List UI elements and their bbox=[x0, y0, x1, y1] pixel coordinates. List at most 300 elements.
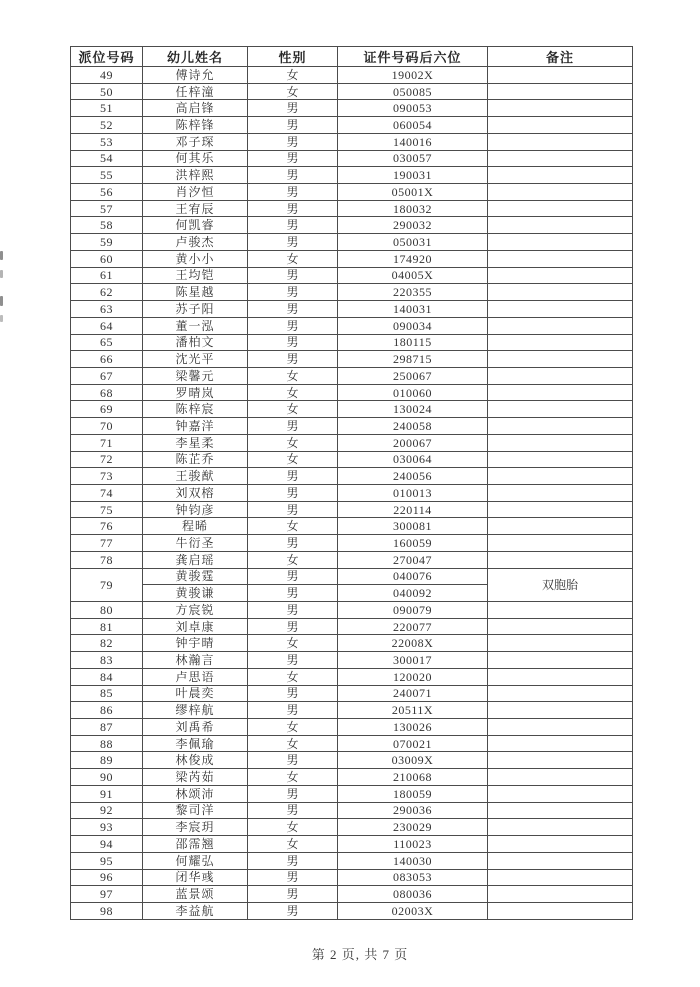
cell-id-last-six: 180032 bbox=[338, 200, 488, 217]
cell-allocation-number: 55 bbox=[71, 167, 143, 184]
cell-allocation-number: 59 bbox=[71, 234, 143, 251]
cell-child-name: 陈梓锋 bbox=[143, 117, 248, 134]
cell-gender: 男 bbox=[248, 484, 338, 501]
cell-allocation-number: 66 bbox=[71, 351, 143, 368]
cell-child-name: 钟宇晴 bbox=[143, 635, 248, 652]
cell-remark bbox=[488, 668, 633, 685]
cell-remark bbox=[488, 384, 633, 401]
cell-remark bbox=[488, 819, 633, 836]
cell-remark bbox=[488, 635, 633, 652]
cell-child-name: 林俊成 bbox=[143, 752, 248, 769]
table-row bbox=[71, 886, 633, 903]
cell-child-name: 梁芮茹 bbox=[143, 769, 248, 786]
cell-allocation-number: 82 bbox=[71, 635, 143, 652]
cell-remark bbox=[488, 367, 633, 384]
cell-id-last-six: 190031 bbox=[338, 167, 488, 184]
cell-remark bbox=[488, 150, 633, 167]
cell-gender: 男 bbox=[248, 100, 338, 117]
cell-child-name: 林颂沛 bbox=[143, 785, 248, 802]
cell-child-name: 缪梓航 bbox=[143, 702, 248, 719]
cell-gender: 男 bbox=[248, 602, 338, 619]
cell-allocation-number: 73 bbox=[71, 468, 143, 485]
table-row bbox=[71, 468, 633, 485]
cell-allocation-number: 79 bbox=[71, 568, 143, 601]
scan-artifact bbox=[0, 315, 3, 322]
cell-id-last-six: 240071 bbox=[338, 685, 488, 702]
table-row bbox=[71, 902, 633, 919]
cell-gender: 男 bbox=[248, 585, 338, 602]
cell-gender: 男 bbox=[248, 618, 338, 635]
cell-allocation-number: 97 bbox=[71, 886, 143, 903]
cell-child-name: 高启锋 bbox=[143, 100, 248, 117]
cell-gender: 男 bbox=[248, 150, 338, 167]
cell-remark bbox=[488, 518, 633, 535]
cell-gender: 男 bbox=[248, 267, 338, 284]
cell-gender: 男 bbox=[248, 184, 338, 201]
table-row bbox=[71, 668, 633, 685]
cell-remark bbox=[488, 167, 633, 184]
cell-allocation-number: 54 bbox=[71, 150, 143, 167]
cell-id-last-six: 140031 bbox=[338, 301, 488, 318]
cell-id-last-six: 070021 bbox=[338, 735, 488, 752]
cell-remark bbox=[488, 802, 633, 819]
cell-allocation-number: 88 bbox=[71, 735, 143, 752]
cell-allocation-number: 91 bbox=[71, 785, 143, 802]
cell-allocation-number: 76 bbox=[71, 518, 143, 535]
cell-child-name: 李佩瑜 bbox=[143, 735, 248, 752]
cell-id-last-six: 250067 bbox=[338, 367, 488, 384]
cell-gender: 男 bbox=[248, 284, 338, 301]
cell-id-last-six: 030057 bbox=[338, 150, 488, 167]
cell-remark bbox=[488, 401, 633, 418]
cell-allocation-number: 58 bbox=[71, 217, 143, 234]
table-row bbox=[71, 735, 633, 752]
cell-remark bbox=[488, 652, 633, 669]
table-row bbox=[71, 167, 633, 184]
cell-gender: 男 bbox=[248, 886, 338, 903]
cell-allocation-number: 92 bbox=[71, 802, 143, 819]
cell-allocation-number: 52 bbox=[71, 117, 143, 134]
table-row bbox=[71, 769, 633, 786]
cell-allocation-number: 65 bbox=[71, 334, 143, 351]
cell-child-name: 王骏猷 bbox=[143, 468, 248, 485]
cell-gender: 女 bbox=[248, 83, 338, 100]
cell-gender: 男 bbox=[248, 133, 338, 150]
cell-remark bbox=[488, 535, 633, 552]
cell-remark bbox=[488, 468, 633, 485]
cell-child-name: 沈光平 bbox=[143, 351, 248, 368]
cell-allocation-number: 85 bbox=[71, 685, 143, 702]
cell-gender: 女 bbox=[248, 401, 338, 418]
cell-remark bbox=[488, 852, 633, 869]
cell-child-name: 钟嘉洋 bbox=[143, 418, 248, 435]
cell-gender: 女 bbox=[248, 67, 338, 84]
cell-remark bbox=[488, 217, 633, 234]
cell-child-name: 肖汐恒 bbox=[143, 184, 248, 201]
table-row bbox=[71, 451, 633, 468]
table-row bbox=[71, 67, 633, 84]
cell-id-last-six: 130024 bbox=[338, 401, 488, 418]
table-row bbox=[71, 752, 633, 769]
cell-remark bbox=[488, 301, 633, 318]
allocation-roster-table bbox=[70, 46, 633, 920]
scan-artifact bbox=[0, 270, 3, 278]
cell-allocation-number: 68 bbox=[71, 384, 143, 401]
cell-child-name: 刘禹希 bbox=[143, 719, 248, 736]
cell-id-last-six: 090053 bbox=[338, 100, 488, 117]
cell-gender: 女 bbox=[248, 451, 338, 468]
cell-child-name: 叶晨奕 bbox=[143, 685, 248, 702]
cell-gender: 女 bbox=[248, 384, 338, 401]
cell-child-name: 刘双榕 bbox=[143, 484, 248, 501]
table-row bbox=[71, 852, 633, 869]
cell-remark bbox=[488, 184, 633, 201]
table-row bbox=[71, 133, 633, 150]
cell-id-last-six: 290036 bbox=[338, 802, 488, 819]
cell-remark bbox=[488, 334, 633, 351]
header-remark: 备注 bbox=[488, 47, 633, 67]
cell-allocation-number: 67 bbox=[71, 367, 143, 384]
table-row bbox=[71, 150, 633, 167]
cell-id-last-six: 230029 bbox=[338, 819, 488, 836]
cell-allocation-number: 74 bbox=[71, 484, 143, 501]
table-row bbox=[71, 317, 633, 334]
table-row bbox=[71, 836, 633, 853]
cell-remark bbox=[488, 719, 633, 736]
cell-remark bbox=[488, 618, 633, 635]
cell-child-name: 梁馨元 bbox=[143, 367, 248, 384]
cell-child-name: 黎司洋 bbox=[143, 802, 248, 819]
cell-gender: 男 bbox=[248, 869, 338, 886]
cell-child-name: 王均铠 bbox=[143, 267, 248, 284]
cell-id-last-six: 19002X bbox=[338, 67, 488, 84]
table-row bbox=[71, 284, 633, 301]
cell-remark bbox=[488, 83, 633, 100]
cell-remark bbox=[488, 484, 633, 501]
cell-id-last-six: 050031 bbox=[338, 234, 488, 251]
cell-id-last-six: 180059 bbox=[338, 785, 488, 802]
table-row bbox=[71, 418, 633, 435]
cell-id-last-six: 060054 bbox=[338, 117, 488, 134]
cell-id-last-six: 300081 bbox=[338, 518, 488, 535]
cell-child-name: 蓝景颂 bbox=[143, 886, 248, 903]
cell-child-name: 卢骏杰 bbox=[143, 234, 248, 251]
cell-id-last-six: 270047 bbox=[338, 551, 488, 568]
cell-allocation-number: 83 bbox=[71, 652, 143, 669]
table-row bbox=[71, 551, 633, 568]
cell-gender: 男 bbox=[248, 217, 338, 234]
table-row bbox=[71, 184, 633, 201]
table-row bbox=[71, 200, 633, 217]
cell-id-last-six: 220355 bbox=[338, 284, 488, 301]
cell-gender: 男 bbox=[248, 200, 338, 217]
cell-remark bbox=[488, 418, 633, 435]
cell-allocation-number: 89 bbox=[71, 752, 143, 769]
cell-child-name: 方宸锐 bbox=[143, 602, 248, 619]
cell-allocation-number: 95 bbox=[71, 852, 143, 869]
cell-gender: 男 bbox=[248, 568, 338, 585]
cell-id-last-six: 02003X bbox=[338, 902, 488, 919]
cell-child-name: 程晞 bbox=[143, 518, 248, 535]
cell-allocation-number: 62 bbox=[71, 284, 143, 301]
cell-gender: 男 bbox=[248, 685, 338, 702]
cell-id-last-six: 210068 bbox=[338, 769, 488, 786]
table-row bbox=[71, 234, 633, 251]
cell-allocation-number: 93 bbox=[71, 819, 143, 836]
cell-child-name: 李星柔 bbox=[143, 434, 248, 451]
cell-allocation-number: 72 bbox=[71, 451, 143, 468]
cell-child-name: 董一泓 bbox=[143, 317, 248, 334]
cell-child-name: 李益航 bbox=[143, 902, 248, 919]
cell-allocation-number: 60 bbox=[71, 250, 143, 267]
cell-gender: 男 bbox=[248, 752, 338, 769]
table-row bbox=[71, 301, 633, 318]
cell-gender: 男 bbox=[248, 301, 338, 318]
cell-id-last-six: 160059 bbox=[338, 535, 488, 552]
scan-artifact bbox=[0, 296, 3, 306]
table-row bbox=[71, 785, 633, 802]
cell-remark bbox=[488, 434, 633, 451]
cell-child-name: 罗晴岚 bbox=[143, 384, 248, 401]
table-row bbox=[71, 83, 633, 100]
cell-gender: 男 bbox=[248, 334, 338, 351]
cell-id-last-six: 220114 bbox=[338, 501, 488, 518]
cell-child-name: 邓子琛 bbox=[143, 133, 248, 150]
table-row bbox=[71, 334, 633, 351]
table-row bbox=[71, 217, 633, 234]
cell-remark bbox=[488, 886, 633, 903]
cell-id-last-six: 090034 bbox=[338, 317, 488, 334]
cell-id-last-six: 040092 bbox=[338, 585, 488, 602]
cell-gender: 男 bbox=[248, 501, 338, 518]
cell-gender: 男 bbox=[248, 468, 338, 485]
cell-remark bbox=[488, 501, 633, 518]
cell-allocation-number: 90 bbox=[71, 769, 143, 786]
table-row bbox=[71, 618, 633, 635]
cell-remark bbox=[488, 117, 633, 134]
cell-id-last-six: 180115 bbox=[338, 334, 488, 351]
cell-allocation-number: 70 bbox=[71, 418, 143, 435]
cell-child-name: 何凯睿 bbox=[143, 217, 248, 234]
table-row bbox=[71, 635, 633, 652]
table-row bbox=[71, 351, 633, 368]
table-body bbox=[71, 67, 633, 920]
cell-gender: 男 bbox=[248, 418, 338, 435]
table-row bbox=[71, 384, 633, 401]
page-number-footer: 第 2 页, 共 7 页 bbox=[311, 947, 409, 962]
cell-id-last-six: 200067 bbox=[338, 434, 488, 451]
cell-allocation-number: 57 bbox=[71, 200, 143, 217]
cell-id-last-six: 240056 bbox=[338, 468, 488, 485]
cell-gender: 男 bbox=[248, 234, 338, 251]
cell-id-last-six: 120020 bbox=[338, 668, 488, 685]
cell-remark bbox=[488, 785, 633, 802]
cell-id-last-six: 05001X bbox=[338, 184, 488, 201]
table-row bbox=[71, 819, 633, 836]
cell-allocation-number: 81 bbox=[71, 618, 143, 635]
cell-id-last-six: 080036 bbox=[338, 886, 488, 903]
cell-child-name: 傅诗允 bbox=[143, 67, 248, 84]
cell-id-last-six: 040076 bbox=[338, 568, 488, 585]
table-row bbox=[71, 100, 633, 117]
header-child-name: 幼儿姓名 bbox=[143, 47, 248, 67]
scan-artifact bbox=[0, 251, 3, 260]
cell-gender: 女 bbox=[248, 668, 338, 685]
cell-allocation-number: 87 bbox=[71, 719, 143, 736]
cell-child-name: 何耀弘 bbox=[143, 852, 248, 869]
cell-remark bbox=[488, 869, 633, 886]
cell-remark bbox=[488, 67, 633, 84]
cell-allocation-number: 56 bbox=[71, 184, 143, 201]
table-row bbox=[71, 250, 633, 267]
cell-allocation-number: 61 bbox=[71, 267, 143, 284]
cell-gender: 女 bbox=[248, 518, 338, 535]
cell-child-name: 陈梓宸 bbox=[143, 401, 248, 418]
cell-allocation-number: 98 bbox=[71, 902, 143, 919]
cell-remark bbox=[488, 902, 633, 919]
cell-child-name: 王宥辰 bbox=[143, 200, 248, 217]
cell-id-last-six: 04005X bbox=[338, 267, 488, 284]
header-allocation-number: 派位号码 bbox=[71, 47, 143, 67]
cell-allocation-number: 51 bbox=[71, 100, 143, 117]
table-row bbox=[71, 802, 633, 819]
cell-allocation-number: 50 bbox=[71, 83, 143, 100]
cell-id-last-six: 090079 bbox=[338, 602, 488, 619]
cell-id-last-six: 290032 bbox=[338, 217, 488, 234]
cell-id-last-six: 298715 bbox=[338, 351, 488, 368]
cell-id-last-six: 22008X bbox=[338, 635, 488, 652]
cell-allocation-number: 86 bbox=[71, 702, 143, 719]
cell-remark bbox=[488, 351, 633, 368]
cell-gender: 男 bbox=[248, 351, 338, 368]
cell-remark bbox=[488, 100, 633, 117]
cell-gender: 女 bbox=[248, 250, 338, 267]
table-row bbox=[71, 652, 633, 669]
cell-gender: 女 bbox=[248, 836, 338, 853]
cell-child-name: 黄骏霆 bbox=[143, 568, 248, 585]
cell-gender: 男 bbox=[248, 702, 338, 719]
cell-gender: 女 bbox=[248, 434, 338, 451]
cell-allocation-number: 71 bbox=[71, 434, 143, 451]
cell-id-last-six: 010013 bbox=[338, 484, 488, 501]
cell-child-name: 黄小小 bbox=[143, 250, 248, 267]
cell-allocation-number: 63 bbox=[71, 301, 143, 318]
header-gender: 性别 bbox=[248, 47, 338, 67]
cell-child-name: 何其乐 bbox=[143, 150, 248, 167]
table-row bbox=[71, 719, 633, 736]
cell-id-last-six: 140030 bbox=[338, 852, 488, 869]
cell-child-name: 闭华彧 bbox=[143, 869, 248, 886]
cell-allocation-number: 64 bbox=[71, 317, 143, 334]
cell-remark bbox=[488, 267, 633, 284]
cell-remark bbox=[488, 752, 633, 769]
cell-child-name: 黄骏谦 bbox=[143, 585, 248, 602]
cell-gender: 男 bbox=[248, 317, 338, 334]
cell-child-name: 牛衍圣 bbox=[143, 535, 248, 552]
cell-gender: 女 bbox=[248, 551, 338, 568]
cell-id-last-six: 130026 bbox=[338, 719, 488, 736]
table-row bbox=[71, 484, 633, 501]
table-row bbox=[71, 117, 633, 134]
cell-id-last-six: 030064 bbox=[338, 451, 488, 468]
cell-gender: 男 bbox=[248, 535, 338, 552]
cell-id-last-six: 300017 bbox=[338, 652, 488, 669]
cell-child-name: 邵霈翘 bbox=[143, 836, 248, 853]
cell-id-last-six: 174920 bbox=[338, 250, 488, 267]
cell-gender: 女 bbox=[248, 367, 338, 384]
cell-id-last-six: 110023 bbox=[338, 836, 488, 853]
cell-remark bbox=[488, 133, 633, 150]
cell-gender: 女 bbox=[248, 635, 338, 652]
table-row bbox=[71, 401, 633, 418]
table-row bbox=[71, 702, 633, 719]
cell-id-last-six: 010060 bbox=[338, 384, 488, 401]
cell-id-last-six: 140016 bbox=[338, 133, 488, 150]
cell-child-name: 李宸玥 bbox=[143, 819, 248, 836]
cell-gender: 男 bbox=[248, 167, 338, 184]
cell-gender: 女 bbox=[248, 719, 338, 736]
cell-allocation-number: 78 bbox=[71, 551, 143, 568]
cell-remark bbox=[488, 769, 633, 786]
cell-remark bbox=[488, 317, 633, 334]
table-row bbox=[71, 367, 633, 384]
table-row bbox=[71, 434, 633, 451]
cell-id-last-six: 220077 bbox=[338, 618, 488, 635]
cell-gender: 男 bbox=[248, 802, 338, 819]
cell-gender: 女 bbox=[248, 769, 338, 786]
cell-gender: 男 bbox=[248, 852, 338, 869]
cell-gender: 男 bbox=[248, 652, 338, 669]
cell-child-name: 卢思语 bbox=[143, 668, 248, 685]
cell-child-name: 洪梓熙 bbox=[143, 167, 248, 184]
table-row bbox=[71, 267, 633, 284]
cell-child-name: 刘卓康 bbox=[143, 618, 248, 635]
cell-gender: 男 bbox=[248, 117, 338, 134]
cell-allocation-number: 84 bbox=[71, 668, 143, 685]
table-row bbox=[71, 685, 633, 702]
cell-allocation-number: 94 bbox=[71, 836, 143, 853]
cell-allocation-number: 77 bbox=[71, 535, 143, 552]
cell-id-last-six: 240058 bbox=[338, 418, 488, 435]
cell-id-last-six: 20511X bbox=[338, 702, 488, 719]
cell-remark bbox=[488, 685, 633, 702]
cell-remark: 双胞胎 bbox=[488, 568, 633, 601]
cell-child-name: 陈芷乔 bbox=[143, 451, 248, 468]
cell-child-name: 苏子阳 bbox=[143, 301, 248, 318]
cell-id-last-six: 083053 bbox=[338, 869, 488, 886]
cell-remark bbox=[488, 551, 633, 568]
cell-child-name: 潘柏文 bbox=[143, 334, 248, 351]
cell-gender: 男 bbox=[248, 785, 338, 802]
cell-child-name: 钟钧彦 bbox=[143, 501, 248, 518]
cell-allocation-number: 49 bbox=[71, 67, 143, 84]
cell-remark bbox=[488, 250, 633, 267]
cell-remark bbox=[488, 200, 633, 217]
cell-child-name: 任梓潼 bbox=[143, 83, 248, 100]
cell-allocation-number: 96 bbox=[71, 869, 143, 886]
table-row bbox=[71, 535, 633, 552]
table-row bbox=[71, 869, 633, 886]
cell-child-name: 龚启瑶 bbox=[143, 551, 248, 568]
cell-remark bbox=[488, 602, 633, 619]
cell-id-last-six: 050085 bbox=[338, 83, 488, 100]
table-row bbox=[71, 602, 633, 619]
cell-remark bbox=[488, 735, 633, 752]
table-header bbox=[71, 47, 633, 67]
header-row bbox=[71, 47, 633, 67]
cell-child-name: 林瀚言 bbox=[143, 652, 248, 669]
cell-remark bbox=[488, 451, 633, 468]
